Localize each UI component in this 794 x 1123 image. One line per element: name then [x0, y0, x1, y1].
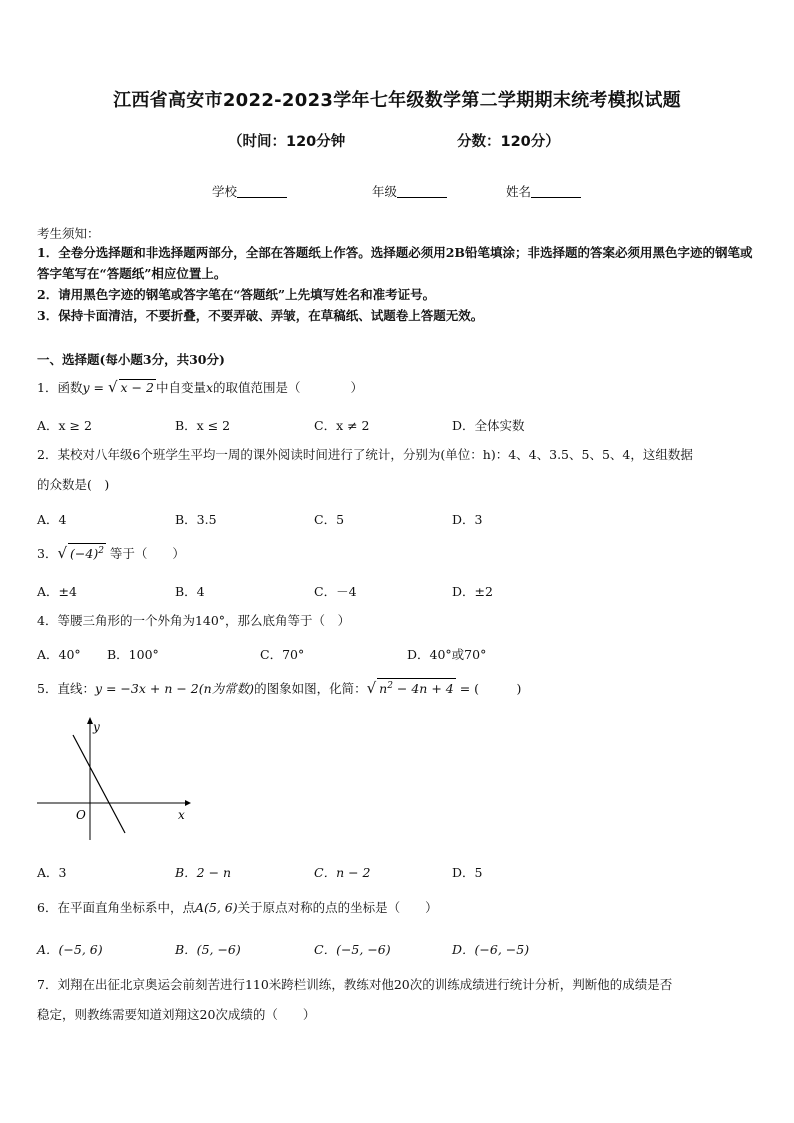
q6-option-a: A．(−5, 6): [37, 942, 103, 957]
notice-item-3: 3．保持卡面清洁，不要折叠，不要弄破、弄皱，在草稿纸、试题卷上答题无效。: [37, 308, 484, 323]
grade-blank: [397, 185, 447, 198]
q7-line-1: 7．刘翔在出征北京奥运会前刻苦进行110米跨栏训练，教练对他20次的训练成绩进行统计分析，判断他的成绩是否: [37, 977, 673, 992]
q4-option-a: A．40°: [37, 647, 81, 662]
q6-text-post: 关于原点对称的点的坐标是（ ）: [237, 900, 438, 915]
grade-label: 年级: [372, 184, 398, 199]
q6-options: [37, 940, 759, 962]
q1-option-b: B．x ≤ 2: [175, 418, 231, 433]
q2-option-a: A．4: [37, 512, 67, 527]
q1-text-mid: 中自变量: [155, 380, 206, 395]
question-1: [37, 372, 759, 403]
q5-option-a: A．3: [37, 865, 67, 880]
x-axis-label: x: [178, 808, 185, 822]
q3-text-post: 等于（ ）: [109, 546, 185, 561]
q3-option-b: B．4: [175, 584, 205, 599]
name-field: [506, 182, 581, 200]
q2-options: [37, 510, 759, 532]
q1-option-a: A．x ≥ 2: [37, 418, 92, 433]
section-heading: 一、选择题(每小题3分，共30分): [37, 352, 225, 367]
q2-line-2: 的众数是( ): [37, 477, 110, 492]
q6-option-b: B．(5, −6): [175, 942, 241, 957]
q5-text-mid: 的图象如图，化简：: [254, 681, 367, 696]
school-blank: [237, 185, 287, 198]
q4-options: [37, 645, 759, 667]
q3-option-a: A．±4: [37, 584, 77, 599]
q5-equation: y = −3x + n − 2(n为常数): [94, 681, 255, 696]
q6-point: A(5, 6): [194, 900, 238, 915]
q5-text-pre: 5．直线：: [37, 681, 95, 696]
origin-label: O: [76, 808, 86, 822]
notice-item-2: 2．请用黑色字迹的钢笔或答字笔在“答题纸”上先填写姓名和准考证号。: [37, 287, 436, 302]
q6-text-pre: 6．在平面直角坐标系中，点: [37, 900, 195, 915]
q3-text-pre: 3．: [37, 546, 58, 561]
question-3: [37, 538, 759, 569]
q7-line-2: 稳定，则教练需要知道刘翔这20次成绩的（ ）: [37, 1007, 316, 1022]
question-4: 4．等腰三角形的一个外角为140°，那么底角等于（ ）: [37, 613, 351, 628]
q3-formula: √ $(-4)^2$: [57, 544, 104, 562]
q5-options: [37, 863, 759, 885]
q5-option-d: D．5: [452, 865, 483, 880]
q4-option-d: D．40°或70°: [407, 647, 487, 662]
q1-text-pre: 1．函数: [37, 380, 83, 395]
q3-options: [37, 582, 759, 604]
q1-text-post: 的取值范围是（ ）: [213, 380, 364, 395]
q5-option-b: B．2 − n: [175, 865, 232, 880]
q1-options: [37, 416, 759, 438]
q2-option-c: C．5: [314, 512, 345, 527]
school-field: [212, 182, 287, 200]
question-6: [37, 893, 759, 923]
grade-field: [372, 182, 447, 200]
q5-option-c: C．n − 2: [314, 865, 371, 880]
question-7: [37, 970, 759, 1030]
q1-variable: x: [205, 380, 214, 395]
question-5: [37, 673, 759, 704]
q2-option-b: B．3.5: [175, 512, 217, 527]
question-2: [37, 440, 759, 500]
q6-option-c: C．(−5, −6): [314, 942, 391, 957]
q2-option-d: D．3: [452, 512, 483, 527]
q3-option-d: D．±2: [452, 584, 493, 599]
y-axis-label: y: [93, 720, 100, 734]
q1-option-c: C．x ≠ 2: [314, 418, 370, 433]
q5-text-post: = ( ): [459, 681, 522, 696]
q4-option-c: C．70°: [260, 647, 305, 662]
school-label: 学校: [212, 184, 238, 199]
q3-option-c: C．－4: [314, 584, 357, 599]
q4-option-b: B．100°: [107, 647, 159, 662]
q6-option-d: D．(−6, −5): [452, 942, 530, 957]
q2-line-1: 2．某校对八年级6个班学生平均一周的课外阅读时间进行了统计，分别为(单位：h)：4、4、3.5、5、5、4，这组数据: [37, 447, 693, 462]
notice-heading: 考生须知：: [37, 226, 100, 241]
exam-time: （时间：120分钟: [228, 134, 346, 150]
name-blank: [531, 185, 581, 198]
q5-line-graph: [35, 715, 195, 840]
page-title: 江西省高安市2022-2023学年七年级数学第二学期期末统考模拟试题: [113, 90, 681, 111]
q1-formula: y = √ x − 2: [82, 378, 154, 396]
q1-option-d: D．全体实数: [452, 418, 525, 433]
x-axis-arrow: [185, 800, 191, 806]
name-label: 姓名: [506, 184, 532, 199]
exam-score: 分数：120分）: [457, 134, 560, 150]
q5-formula: √ $n^2 - 4n + 4$: [366, 679, 454, 697]
notice-item-1: 1．全卷分选择题和非选择题两部分，全部在答题纸上作答。选择题必须用2B铅笔填涂；非选择题的答案必须用黑色字迹的钢笔或答字笔写在“答题纸”相应位置上。: [37, 245, 753, 281]
